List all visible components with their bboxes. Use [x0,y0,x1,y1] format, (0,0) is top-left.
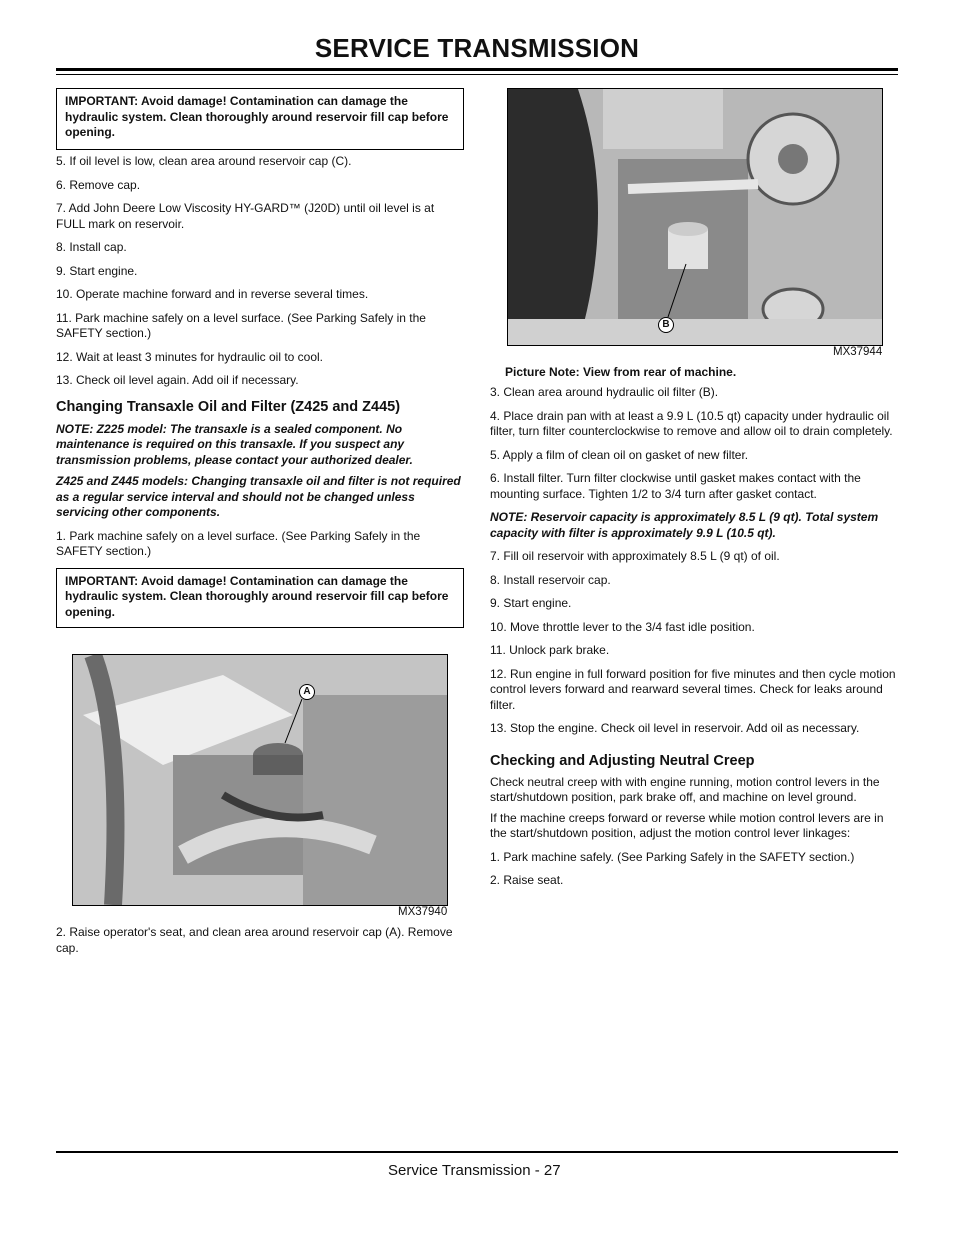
paragraph: If the machine creeps forward or reverse while motion control levers are in the start/shutdown position, adjust the motion control lever linkages: [490,810,884,840]
reservoir-illustration [73,655,447,905]
step: 6. Install filter. Turn filter clockwise until gasket makes contact with the mounting surface. Tighten 1/2 to 3/4 turn after gasket contact. [490,471,861,501]
step: 11. Unlock park brake. [490,643,610,657]
picture-note: Picture Note: View from rear of machine. [505,365,737,379]
header-rule-thin [56,74,898,75]
callout-b: B [658,317,674,333]
filter-illustration [508,89,882,345]
step: 13. Stop the engine. Check oil level in reservoir. Add oil as necessary. [490,721,860,735]
reservoir-photo [72,654,448,906]
right-column [490,385,898,889]
step: 1. Park machine safely on a level surface. (See Parking Safely in the SAFETY section.) [56,528,421,558]
left-column-bottom [56,925,464,956]
page-footer: Service Transmission - 27 [388,1162,561,1179]
filter-photo [507,88,883,346]
step: 2. Raise operator's seat, and clean area around reservoir cap (A). Remove cap. [56,925,453,955]
step: 12. Run engine in full forward position for five minutes and then cycle motion control levers forward and rearward several times. Check for leaks around filter. [490,666,896,712]
note: NOTE: Z225 model: The transaxle is a sealed component. No maintenance is required on this transaxle. If you suspect any transmission problems, please contact your authorized dealer. [56,421,413,467]
step: 6. Remove cap. [56,177,141,192]
step: 7. Fill oil reservoir with approximately 8.5 L (9 qt) of oil. [490,549,780,563]
important-box: IMPORTANT: Avoid damage! Contamination can damage the hydraulic system. Clean thoroughly around reservoir fill cap before opening. [56,568,464,628]
step: 10. Operate machine forward and in reverse several times. [56,287,369,301]
step: 9. Start engine. [56,263,138,278]
header-rule [56,68,898,71]
step: 5. Apply a film of clean oil on gasket of new filter. [490,447,749,462]
page-title: SERVICE TRANSMISSION [314,33,640,63]
step: 11. Park machine safely on a level surface. (See Parking Safely in the SAFETY section.) [56,310,426,340]
note: NOTE: Reservoir capacity is approximately 8.5 L (9 qt). Total system capacity with filter is approximately 9.9 L (10.5 qt). [490,510,879,540]
step: 3. Clean area around hydraulic oil filter (B). [490,385,719,399]
step: 8. Install cap. [56,240,127,254]
step: 2. Raise seat. [490,873,564,887]
footer-rule [56,1151,898,1153]
note: Z425 and Z445 models: Changing transaxle oil and filter is not required as a regular service interval and should not be changed unless servicing other components. [56,474,461,519]
step: 12. Wait at least 3 minutes for hydraulic oil to cool. [56,349,324,364]
left-column [56,88,464,628]
step: 9. Start engine. [490,596,572,610]
callout-a: A [299,684,315,700]
paragraph: Check neutral creep with with engine running, motion control levers in the start/shutdown position, park brake off, and machine on level ground. [490,774,880,804]
step: 10. Move throttle lever to the 3/4 fast idle position. [490,619,755,634]
step: 13. Check oil level again. Add oil if necessary. [56,373,299,387]
figure-code: MX37944 [833,346,883,358]
section-heading: Checking and Adjusting Neutral Creep [490,752,755,769]
step: 1. Park machine safely. (See Parking Safely in the SAFETY section.) [490,849,855,864]
figure-code: MX37940 [398,906,448,918]
step: 7. Add John Deere Low Viscosity HY-GARD™ (J20D) until oil level is at FULL mark on reservoir. [56,201,435,231]
step: 4. Place drain pan with at least a 9.9 L (10.5 qt) capacity under hydraulic oil filter, turn filter counterclockwise to remove and allow oil to drain completely. [490,408,893,438]
step: 8. Install reservoir cap. [490,572,611,587]
important-box: IMPORTANT: Avoid damage! Contamination can damage the hydraulic system. Clean thoroughly around reservoir fill cap before opening. [56,88,464,150]
section-heading: Changing Transaxle Oil and Filter (Z425 and Z445) [56,398,401,415]
step: 5. If oil level is low, clean area around reservoir cap (C). [56,154,352,168]
